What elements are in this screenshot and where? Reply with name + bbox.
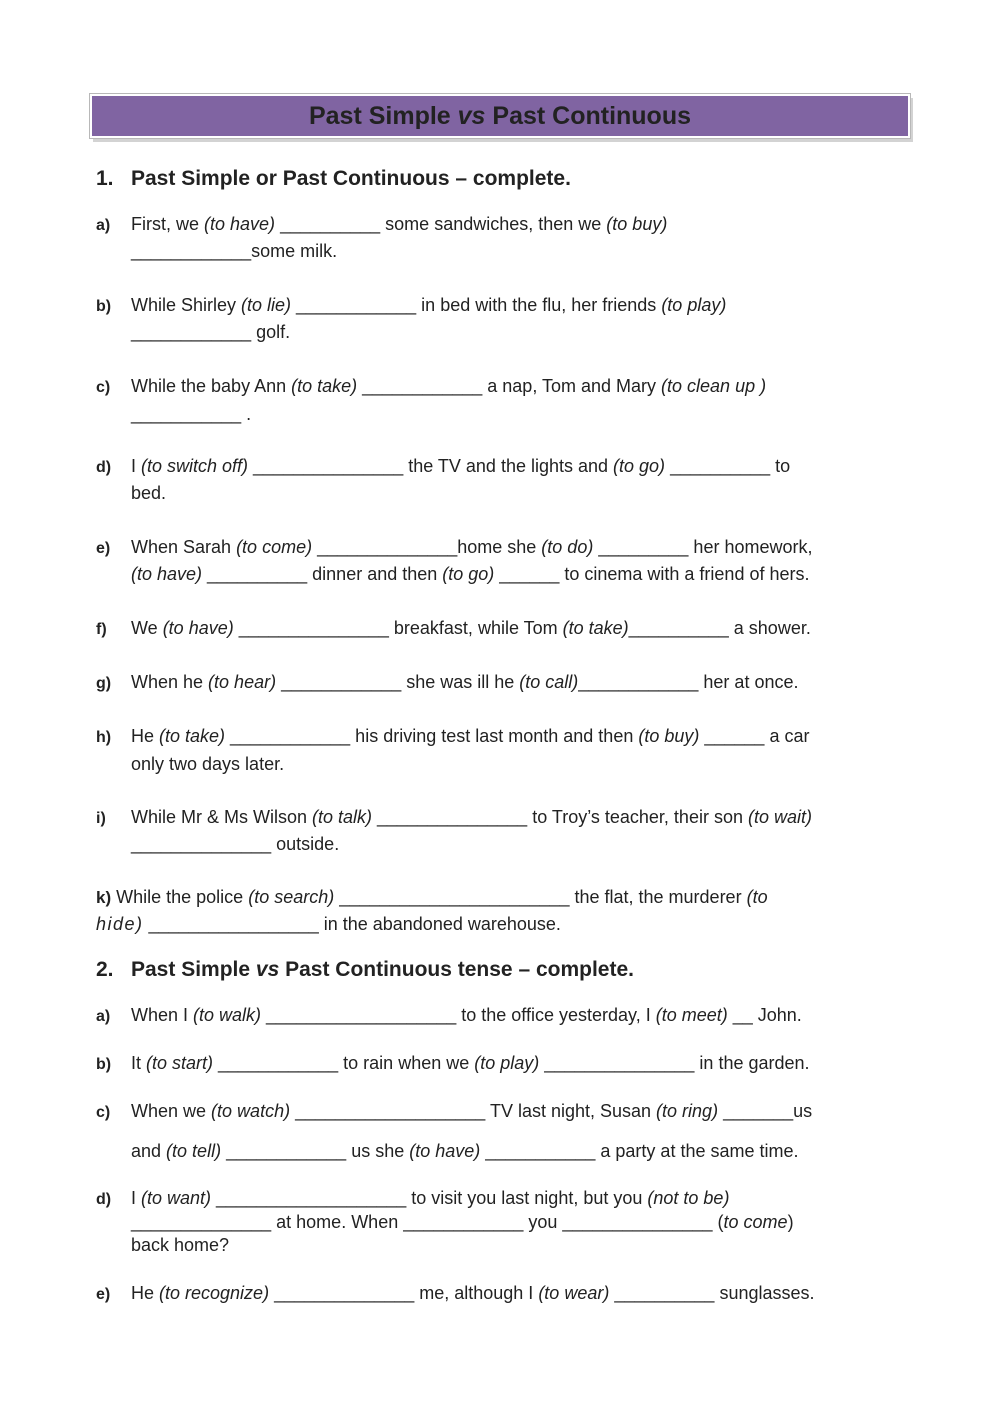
text-segment: ___________ a party at the same time. — [480, 1141, 799, 1161]
text-segment: ______ a car — [699, 726, 810, 746]
verb-hint: (to talk) — [312, 807, 373, 827]
exercise-line — [131, 1283, 815, 1304]
text-segment: When Sarah — [131, 537, 237, 557]
verb-hint: (to go) — [613, 456, 666, 476]
title-part: Past Simple — [308, 102, 458, 130]
verb-hint: (to take) — [159, 726, 226, 746]
text-segment: _______________ the TV and the lights and — [248, 456, 614, 476]
text-segment: We — [131, 618, 163, 638]
item-label: d) — [96, 1191, 112, 1208]
text-segment: only two days later. — [131, 754, 285, 774]
item-label: k) — [96, 888, 112, 907]
section-title: Past Simple — [131, 958, 256, 981]
exercise-line — [131, 1212, 794, 1233]
text-segment: __________ a shower. — [628, 618, 811, 638]
verb-hint: (to clean up ) — [661, 376, 767, 396]
text-segment: When we — [131, 1101, 212, 1121]
text-segment: ___________________ to the office yesterday, I — [261, 1005, 656, 1025]
item-label: f) — [96, 621, 107, 638]
verb-hint: (to have) — [204, 214, 276, 234]
text-segment: When I — [131, 1005, 194, 1025]
text-segment: He — [131, 726, 160, 746]
text-segment: ___________ . — [131, 404, 252, 424]
verb-hint: (not to be) — [647, 1188, 730, 1208]
exercise-line — [131, 322, 290, 343]
exercise-line — [131, 295, 726, 316]
exercise-line — [96, 887, 768, 908]
verb-hint: (to play) — [661, 295, 727, 315]
item-label: e) — [96, 540, 111, 557]
item-label: i) — [96, 810, 106, 827]
text-segment: ___________________ to visit you last night, but you — [211, 1188, 648, 1208]
item-label: a) — [96, 217, 111, 234]
item-label: c) — [96, 1104, 111, 1121]
text-segment: ____________ to rain when we — [213, 1053, 475, 1073]
verb-hint: (to have) — [131, 564, 203, 584]
exercise-line — [131, 456, 790, 477]
text-segment: __ John. — [727, 1005, 802, 1025]
text-segment: I — [131, 456, 142, 476]
text-segment: _______________ in the garden. — [539, 1053, 810, 1073]
verb-hint: (to lie) — [241, 295, 292, 315]
verb-hint: (to have) — [409, 1141, 481, 1161]
text-segment: ______ to cinema with a friend of hers. — [494, 564, 810, 584]
text-segment: and — [131, 1141, 167, 1161]
text-segment: ______________ outside. — [131, 834, 340, 854]
verb-hint: (to take) — [562, 618, 629, 638]
text-segment: ____________ in bed with the flu, her friends — [291, 295, 662, 315]
text-segment: ___________________ TV last night, Susan — [290, 1101, 657, 1121]
title-part: Past Continuous — [485, 102, 692, 130]
text-segment: _______________________ the flat, the murderer — [334, 887, 747, 907]
verb-hint: (to want) — [141, 1188, 212, 1208]
text-segment: ____________ his driving test last month and then — [225, 726, 639, 746]
text-segment: ____________ a nap, Tom and Mary — [357, 376, 662, 396]
verb-hint: (to buy) — [606, 214, 668, 234]
text-segment: First, we — [131, 214, 205, 234]
exercise-line — [131, 483, 166, 504]
verb-hint: (to buy) — [638, 726, 700, 746]
exercise-line — [131, 618, 811, 639]
item-label: b) — [96, 1056, 112, 1073]
exercise-line — [96, 914, 561, 935]
text-segment: _______________ to Troy’s teacher, their son — [372, 807, 748, 827]
text-segment: __________ sunglasses. — [609, 1283, 815, 1303]
text-segment: bed. — [131, 483, 167, 503]
text-segment: When he — [131, 672, 209, 692]
item-label: a) — [96, 1008, 111, 1025]
text-segment: While the baby Ann — [131, 376, 292, 396]
verb-hint: (to play) — [474, 1053, 540, 1073]
exercise-line — [131, 1101, 812, 1122]
section-title-vs: vs — [255, 958, 280, 981]
text-segment: _______us — [718, 1101, 813, 1121]
section-title: Past Continuous tense – complete. — [279, 958, 634, 981]
exercise-line — [131, 754, 284, 775]
verb-hint: (to have) — [162, 618, 234, 638]
text-segment: ______________ at home. When ____________ you _______________ ( — [131, 1212, 724, 1232]
text-segment: __________ dinner and then — [202, 564, 443, 584]
verb-hint: (to come) — [236, 537, 313, 557]
text-segment: ____________ she was ill he — [276, 672, 520, 692]
text-segment: _______________ breakfast, while Tom — [233, 618, 563, 638]
section-number: 1. — [96, 167, 114, 190]
text-segment: ____________some milk. — [131, 241, 338, 261]
text-segment: He — [131, 1283, 160, 1303]
verb-hint: (to hear) — [208, 672, 277, 692]
exercise-line — [131, 1053, 810, 1074]
item-label: g) — [96, 675, 112, 692]
section-title: Past Simple or Past Continuous – complete. — [131, 167, 571, 190]
verb-hint: hide) — [96, 914, 144, 934]
exercise-line — [131, 241, 337, 262]
text-segment: While Shirley — [131, 295, 242, 315]
text-segment: __________ some sandwiches, then we — [275, 214, 607, 234]
page-title — [92, 96, 908, 136]
exercise-line — [131, 807, 812, 828]
verb-hint: (to start) — [146, 1053, 214, 1073]
exercise-line — [131, 537, 812, 558]
text-segment: _________ her homework, — [593, 537, 813, 557]
text-segment: __________ to — [665, 456, 791, 476]
section-2-heading — [96, 958, 634, 982]
verb-hint: (to go) — [442, 564, 495, 584]
text-segment: ____________ us she — [221, 1141, 410, 1161]
item-label: d) — [96, 459, 112, 476]
verb-hint: (to switch off) — [141, 456, 249, 476]
item-label: b) — [96, 298, 112, 315]
verb-hint: (to recognize) — [159, 1283, 270, 1303]
exercise-line — [131, 214, 667, 235]
exercise-line — [131, 1005, 802, 1026]
exercise-line — [131, 672, 798, 693]
text-segment: _________________ in the abandoned warehouse. — [143, 914, 561, 934]
exercise-line — [131, 1188, 729, 1209]
verb-hint: (to meet) — [655, 1005, 728, 1025]
verb-hint: (to — [746, 887, 768, 907]
text-segment: back home? — [131, 1235, 230, 1255]
verb-hint: (to wear) — [538, 1283, 610, 1303]
text-segment: ____________ golf. — [131, 322, 291, 342]
text-segment: ______________ me, although I — [269, 1283, 539, 1303]
item-label: e) — [96, 1286, 111, 1303]
title-banner — [90, 94, 910, 138]
exercise-line — [131, 726, 809, 747]
verb-hint: (to watch) — [211, 1101, 291, 1121]
text-segment: I — [131, 1188, 142, 1208]
exercise-line — [131, 1235, 229, 1256]
verb-hint: (to tell) — [166, 1141, 222, 1161]
item-label: c) — [96, 379, 111, 396]
item-label: h) — [96, 729, 112, 746]
verb-hint: (to walk) — [193, 1005, 262, 1025]
exercise-line — [131, 564, 809, 585]
verb-hint: (to take) — [291, 376, 358, 396]
exercise-line — [131, 834, 339, 855]
text-segment: While the police — [111, 887, 249, 907]
exercise-line — [131, 404, 251, 425]
section-1-heading — [96, 167, 571, 191]
text-segment: While Mr & Ms Wilson — [131, 807, 313, 827]
verb-hint: (to do) — [541, 537, 594, 557]
verb-hint: (to call) — [519, 672, 579, 692]
section-number: 2. — [96, 958, 114, 981]
text-segment: ______________home she — [312, 537, 542, 557]
verb-hint: (to ring) — [656, 1101, 719, 1121]
verb-hint: (to search) — [248, 887, 335, 907]
title-vs: vs — [457, 102, 486, 130]
exercise-line — [131, 1141, 799, 1162]
verb-hint: (to wait) — [747, 807, 812, 827]
text-segment: ____________ her at once. — [578, 672, 799, 692]
text-segment: It — [131, 1053, 147, 1073]
verb-hint: to come — [723, 1212, 788, 1232]
text-segment: ) — [787, 1212, 794, 1232]
exercise-line — [131, 376, 766, 397]
